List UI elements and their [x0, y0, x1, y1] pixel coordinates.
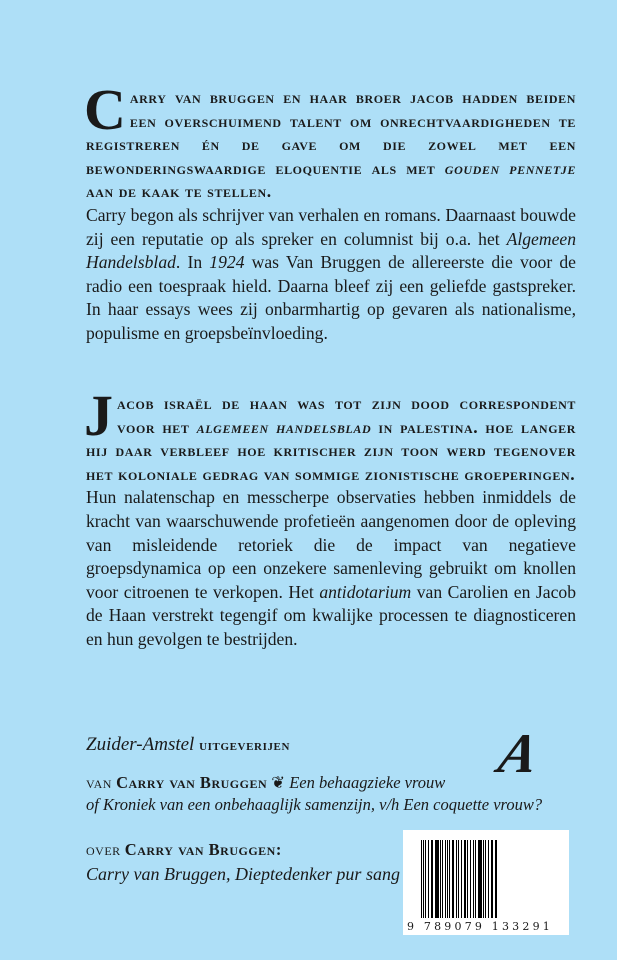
drop-cap: C: [84, 77, 126, 142]
barcode-number: 9 789079 133291: [407, 920, 553, 933]
barcode-bar: [497, 840, 498, 918]
barcode-bars: [421, 840, 561, 918]
other-works-by-author: van Carry van Bruggen ❦ Een behaagzieke vrouw of Kroniek van een onbehaaglijk samenzijn, v/h Een coquette vrouw?: [86, 773, 543, 814]
publisher-logo: A: [493, 723, 544, 785]
body-text: Carry begon als schrijver van verhalen en romans. Daarnaast bouwde zij een reputatie op als spreker en columnist bij o.a. het Algemeen Handelsblad. In 1924 was Van Bruggen de allereerste die voor de radio een toespraak hield. Daarna bleef zij een geliefde gastspreker. In haar essays wees zij onbarmhartig op gevaren als nationalisme, populisme en groepsbeïnvloeding.: [86, 204, 576, 343]
works-about-author: over Carry van Bruggen: Carry van Bruggen, Dieptedenker pur sang: [86, 840, 400, 884]
paragraph-carry: [84, 77, 576, 346]
isbn-barcode: [403, 830, 569, 935]
intro-caps: Jacob israël de haan was tot zijn dood correspondent voor het algemeen handelsblad in palestina. hoe langer hij daar verbleef hoe kritischer zijn toon werd tegenover het koloniale gedrag van sommige zionistische groeperingen.: [84, 383, 576, 484]
body-text: Hun nalatenschap en messcherpe observaties hebben inmiddels de kracht van waarschuwende profetieën aangenomen door de opleving van misleidende retoriek die de impact van negatieve groepsdynamica op een onzekere samenleving gebruikt om knollen voor citroenen te verkopen. Het antidotarium van Carolien en Jacob de Haan verstrekt tegengif om kwalijke processen te diagnosticeren en hun gevolgen te bestrijden.: [86, 487, 576, 649]
heart-ornament-icon: ❦: [271, 773, 286, 792]
intro-caps: Carry van bruggen en haar broer jacob hadden beiden een overschuimend talent om onrechtvaardigheden te registreren én de gave om die zowel met een bewonderingswaardige eloquentie als met gouden pennetje aan de kaak te stellen.: [84, 77, 576, 202]
publisher-name: Zuider-Amstel uitgeverijen: [86, 734, 291, 755]
drop-cap: J: [84, 383, 113, 448]
paragraph-jacob: [84, 383, 576, 652]
